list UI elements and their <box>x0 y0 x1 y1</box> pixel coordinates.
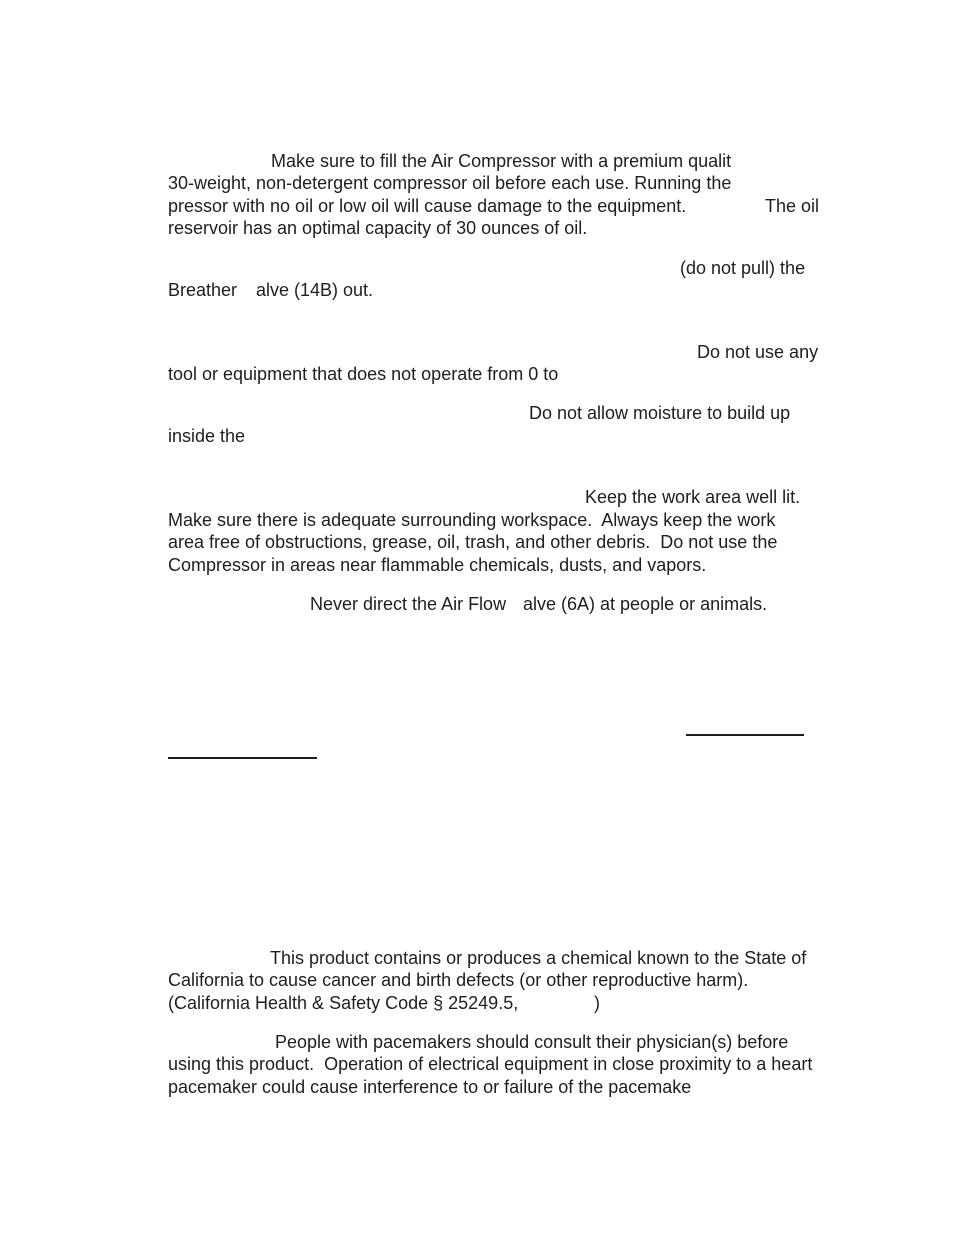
airflow-line-1-end: alve (6A) at people or animals. <box>523 594 768 614</box>
workarea-line-4: Compressor in areas near flammable chemicals, dusts, and vapors. <box>168 555 707 575</box>
workarea-line-3: area free of obstructions, grease, oil, trash, and other debris. Do not use the <box>168 532 778 552</box>
pacemaker-line-3: pacemaker could cause interference to or failure of the pacemake <box>168 1077 692 1097</box>
pacemaker-line-2: using this product. Operation of electrical equipment in close proximity to a heart <box>168 1054 813 1074</box>
breather-line-1: (do not pull) the <box>680 258 806 278</box>
oil-warning-line-4: reservoir has an optimal capacity of 30 ounces of oil. <box>168 218 588 238</box>
tools-line-1: Do not use any <box>697 342 819 362</box>
oil-warning-line-1: Make sure to fill the Air Compressor with a premium qualit <box>271 151 732 171</box>
tools-line-2: tool or equipment that does not operate from 0 to <box>168 364 559 384</box>
breather-line-2-end: alve (14B) out. <box>256 280 374 300</box>
airflow-line-1-start: Never direct the Air Flow <box>310 594 507 614</box>
prop65-line-3-end: ) <box>594 993 600 1013</box>
breather-line-2-start: Breather <box>168 280 238 300</box>
pacemaker-line-1: People with pacemakers should consult their physician(s) before <box>275 1032 789 1052</box>
oil-warning-line-3-end: The oil <box>765 196 820 216</box>
prop65-line-2: California to cause cancer and birth defects (or other reproductive harm). <box>168 970 749 990</box>
moisture-line-1: Do not allow moisture to build up <box>529 403 791 423</box>
underline-rule-2 <box>168 757 317 759</box>
underline-rule-1 <box>686 734 804 736</box>
workarea-line-1: Keep the work area well lit. <box>585 487 801 507</box>
moisture-line-2: inside the <box>168 426 246 446</box>
oil-warning-line-2: 30-weight, non-detergent compressor oil before each use. Running the <box>168 173 732 193</box>
prop65-line-3-start: (California Health & Safety Code § 25249.5, <box>168 993 519 1013</box>
oil-warning-line-3: pressor with no oil or low oil will cause damage to the equipment. <box>168 196 687 216</box>
prop65-line-1: This product contains or produces a chemical known to the State of <box>270 948 807 968</box>
workarea-line-2: Make sure there is adequate surrounding workspace. Always keep the work <box>168 510 776 530</box>
